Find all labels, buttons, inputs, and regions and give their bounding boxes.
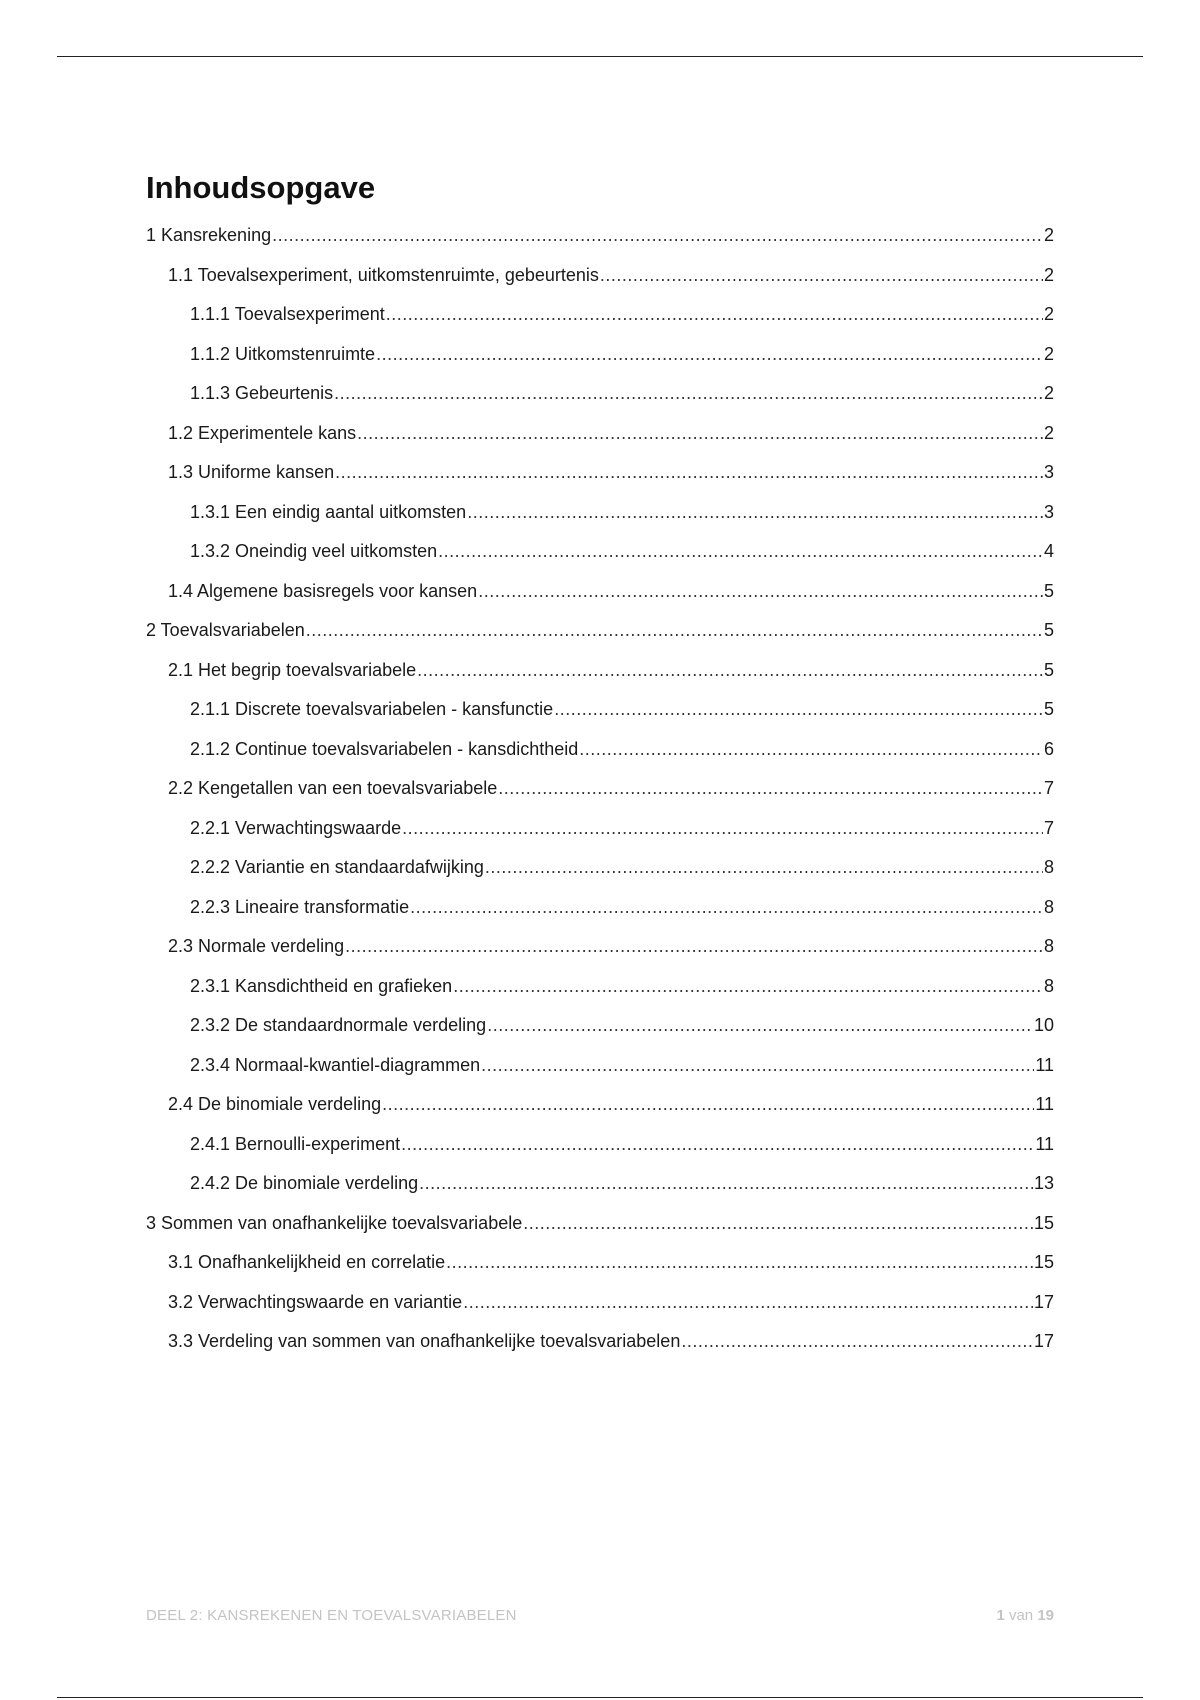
toc-entry[interactable] [146,967,1054,1007]
toc-entry-page: 17 [1033,1331,1054,1351]
toc-dot-leader [376,335,1043,375]
toc-entry-page: 3 [1043,501,1054,522]
toc-entry-page: 2 [1043,422,1054,443]
toc-entry-title: 3.1 Onafhankelijkheid en correlatie [168,1252,446,1272]
table-of-contents [146,216,1054,1362]
toc-entry[interactable] [146,651,1054,691]
toc-entry-page: 5 [1043,699,1054,719]
toc-entry[interactable] [146,453,1054,493]
toc-entry[interactable] [146,374,1054,414]
toc-entry[interactable] [146,1125,1054,1165]
toc-entry[interactable] [146,572,1054,612]
toc-entry[interactable] [146,611,1054,651]
toc-entry[interactable] [146,414,1054,454]
toc-dot-leader [681,1322,1033,1362]
toc-dot-leader [386,295,1043,335]
toc-entry-page: 8 [1043,936,1054,956]
toc-entry-page: 2 [1043,304,1054,324]
toc-entry-page: 10 [1033,1015,1054,1035]
toc-dot-leader [485,848,1043,888]
toc-entry-title: 1.3.1 Een eindig aantal uitkomsten [190,501,467,522]
toc-entry-page: 8 [1043,975,1054,996]
toc-entry-title: 1.3.2 Oneindig veel uitkomsten [190,541,438,561]
toc-dot-leader [334,374,1043,414]
toc-dot-leader [498,769,1043,809]
toc-dot-leader [481,1046,1034,1086]
toc-entry-page: 15 [1033,1252,1054,1272]
toc-entry-title: 2.1.1 Discrete toevalsvariabelen - kansfunctie [190,699,554,719]
toc-entry-title: 2.2.3 Lineaire transformatie [190,896,410,917]
toc-dot-leader [438,532,1043,572]
toc-dot-leader [357,414,1043,454]
toc-entry-title: 1.4 Algemene basisregels voor kansen [168,580,478,601]
toc-entry-page: 11 [1035,1133,1054,1154]
footer-page-number [996,1607,1054,1624]
toc-entry-page: 3 [1043,462,1054,482]
toc-entry[interactable] [146,927,1054,967]
toc-entry-page: 13 [1033,1173,1054,1193]
toc-entry-page: 2 [1043,343,1054,364]
toc-entry[interactable] [146,1046,1054,1086]
toc-entry-title: 3.3 Verdeling van sommen van onafhankelijke toevalsvariabelen [168,1331,681,1351]
toc-entry[interactable] [146,493,1054,533]
toc-dot-leader [478,572,1043,612]
toc-dot-leader [272,216,1043,256]
toc-entry[interactable] [146,848,1054,888]
toc-entry-page: 8 [1043,896,1054,917]
header-rule [57,56,1143,57]
toc-entry-page: 2 [1043,225,1054,245]
toc-entry[interactable] [146,1085,1054,1125]
toc-dot-leader [382,1085,1034,1125]
footer-rule [57,1697,1143,1698]
toc-entry-page: 7 [1043,817,1054,838]
toc-entry-title: 2.2.2 Variantie en standaardafwijking [190,857,484,877]
page-title: Inhoudsopgave [146,170,376,205]
toc-entry-title: 2.4.1 Bernoulli-experiment [190,1133,401,1154]
toc-entry-title: 1.1.1 Toevalsexperiment [190,304,385,324]
toc-entry-page: 5 [1043,620,1054,640]
toc-dot-leader [467,493,1043,533]
footer-document-title: DEEL 2: KANSREKENEN EN TOEVALSVARIABELEN [146,1607,517,1624]
toc-entry[interactable] [146,335,1054,375]
toc-entry-page: 7 [1043,778,1054,798]
toc-entry-page: 15 [1033,1212,1054,1233]
footer-page-total: 19 [1037,1607,1054,1624]
toc-entry[interactable] [146,295,1054,335]
toc-entry-title: 2.2 Kengetallen van een toevalsvariabele [168,778,498,798]
toc-entry-title: 1.3 Uniforme kansen [168,462,335,482]
toc-entry[interactable] [146,730,1054,770]
toc-dot-leader [487,1006,1033,1046]
toc-entry-title: 2.3 Normale verdeling [168,936,345,956]
toc-dot-leader [446,1243,1033,1283]
toc-entry-title: 1.2 Experimentele kans [168,422,357,443]
toc-entry-title: 1.1.2 Uitkomstenruimte [190,343,376,364]
toc-dot-leader [523,1204,1033,1244]
toc-entry-title: 2.3.2 De standaardnormale verdeling [190,1015,487,1035]
toc-entry[interactable] [146,888,1054,928]
toc-dot-leader [453,967,1043,1007]
toc-dot-leader [306,611,1043,651]
toc-dot-leader [600,256,1043,296]
toc-entry-title: 2 Toevalsvariabelen [146,620,305,640]
toc-entry-title: 2.4 De binomiale verdeling [168,1094,382,1114]
footer-page-current: 1 [996,1607,1005,1624]
toc-entry-page: 8 [1043,857,1054,877]
toc-dot-leader [410,888,1043,928]
toc-entry-title: 2.3.4 Normaal-kwantiel-diagrammen [190,1054,481,1075]
toc-entry[interactable] [146,1283,1054,1323]
toc-entry[interactable] [146,769,1054,809]
toc-entry[interactable] [146,1204,1054,1244]
toc-entry-page: 2 [1043,383,1054,403]
toc-entry-title: 3 Sommen van onafhankelijke toevalsvariabele [146,1212,523,1233]
toc-entry[interactable] [146,690,1054,730]
toc-entry[interactable] [146,1006,1054,1046]
toc-entry[interactable] [146,532,1054,572]
toc-entry[interactable] [146,1164,1054,1204]
toc-dot-leader [463,1283,1033,1323]
toc-entry-title: 2.1.2 Continue toevalsvariabelen - kansdichtheid [190,738,579,759]
toc-entry[interactable] [146,256,1054,296]
toc-dot-leader [345,927,1043,967]
toc-entry-page: 17 [1033,1291,1054,1312]
toc-entry-page: 5 [1043,659,1054,680]
toc-entry-page: 4 [1043,541,1054,561]
toc-entry-title: 2.2.1 Verwachtingswaarde [190,817,402,838]
toc-entry[interactable] [146,809,1054,849]
toc-dot-leader [419,1164,1033,1204]
toc-entry[interactable] [146,1243,1054,1283]
toc-entry-page: 5 [1043,580,1054,601]
toc-entry-title: 1.1 Toevalsexperiment, uitkomstenruimte, gebeurtenis [168,264,599,285]
toc-dot-leader [402,809,1043,849]
toc-dot-leader [579,730,1043,770]
toc-dot-leader [554,690,1043,730]
toc-entry[interactable] [146,216,1054,256]
toc-dot-leader [335,453,1043,493]
toc-entry-page: 2 [1043,264,1054,285]
toc-entry[interactable] [146,1322,1054,1362]
toc-entry-page: 11 [1035,1054,1054,1075]
footer-page-separator: van [1004,1607,1038,1624]
toc-entry-title: 2.3.1 Kansdichtheid en grafieken [190,975,453,996]
toc-entry-title: 3.2 Verwachtingswaarde en variantie [168,1291,463,1312]
toc-entry-title: 2.4.2 De binomiale verdeling [190,1173,419,1193]
toc-entry-title: 1 Kansrekening [146,225,272,245]
toc-entry-title: 2.1 Het begrip toevalsvariabele [168,659,417,680]
toc-dot-leader [401,1125,1034,1165]
toc-entry-page: 11 [1035,1094,1054,1114]
toc-dot-leader [417,651,1043,691]
toc-entry-page: 6 [1043,738,1054,759]
toc-entry-title: 1.1.3 Gebeurtenis [190,383,334,403]
